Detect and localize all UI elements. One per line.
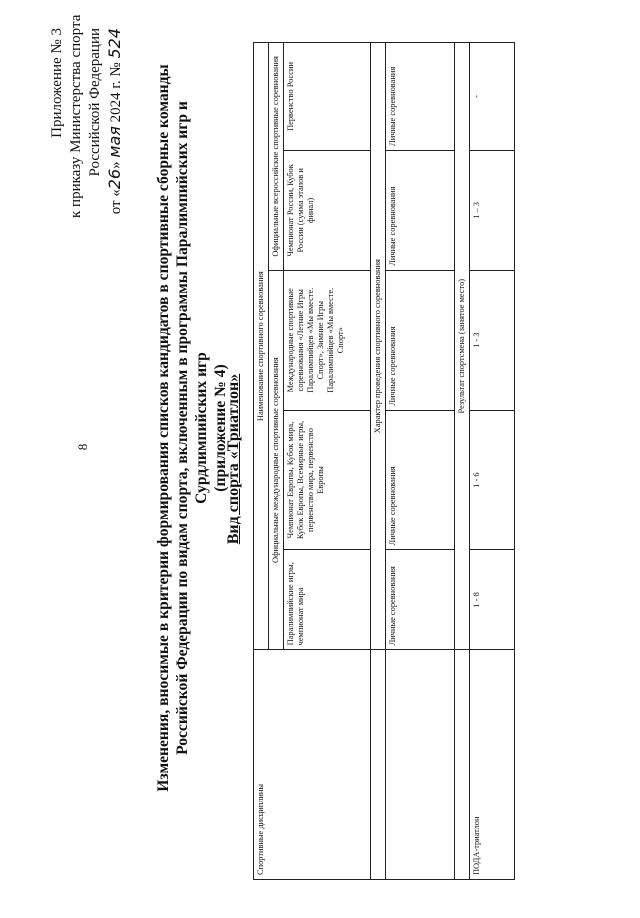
result-cell: 1 - 3 [470,270,515,410]
competition-cell: Чемпионат России, Кубок России (сумма этапов и финал) [284,150,371,270]
title-line-3: (приложение № 4) [212,364,229,492]
header-nature: Характер проведения спортивного соревнования [371,43,386,650]
empty-cell [455,650,470,880]
result-cell: 1 – 3 [470,150,515,270]
title-line-1: Изменения, вносимые в критерии формирования списков кандидатов в спортивные сборные команды [155,64,172,792]
header-international: Официальные международные спортивные соревнования [269,270,284,650]
header-national: Официальные всероссийские спортивные соревнования [269,43,284,271]
competition-cell: Международные спортивные соревнования «Летние Игры Паралимпийцев «Мы вместе. Спорт», Зимние Игры Паралимпийцев «Мы вместе. Спорт» [284,270,371,410]
order-number: 524 [105,28,124,59]
competition-cell: Паралимпийские игры, чемпионат мира [284,550,371,650]
result-cell: 1 - 6 [470,410,515,550]
competition-cell: Первенство России [284,43,371,151]
nature-cell: Личные соревнования [386,43,455,151]
empty-cell [386,650,455,880]
sport-heading: Вид спорта «Триатлон» [225,373,242,545]
date-year: 2024 г. № [108,62,124,123]
nature-cell: Личные соревнования [386,150,455,270]
nature-cell: Личные соревнования [386,270,455,410]
page-number: 8 [75,443,90,451]
header-result: Результат спортсмена (занятое место) [455,43,470,650]
competition-cell: Чемпионат Европы, Кубок мира, Кубок Европы, Всемирные игры, первенство мира, первенство Европы [284,410,371,550]
result-cell: 1 - 8 [470,550,515,650]
appendix-title: Приложение № 3 [49,28,65,138]
appendix-order: к приказу Министерства спорта [68,14,84,218]
document-title [154,48,230,808]
nature-cell: Личные соревнования [386,410,455,550]
appendix-ministry: Российской Федерации [87,28,103,177]
date-prefix: от [108,200,124,215]
title-line-2: Российской Федерации по видам спорта, включенным в программы Паралимпийских игр и Сурдлимпийских игр [174,101,210,755]
empty-cell [371,650,386,880]
nature-cell: Личные соревнования [386,550,455,650]
appendix-header [48,14,126,218]
discipline-cell: ПОДА-триатлон [470,650,515,880]
appendix-date: от «26» мая 2024 г. № 524 [105,28,124,215]
result-cell: - [470,43,515,151]
criteria-table [253,42,515,880]
date-day: 26 [105,168,124,190]
header-competition-name: Наименование спортивного соревнования [254,43,269,650]
header-disciplines: Спортивные дисциплины [254,650,371,880]
date-month: мая [105,126,124,158]
